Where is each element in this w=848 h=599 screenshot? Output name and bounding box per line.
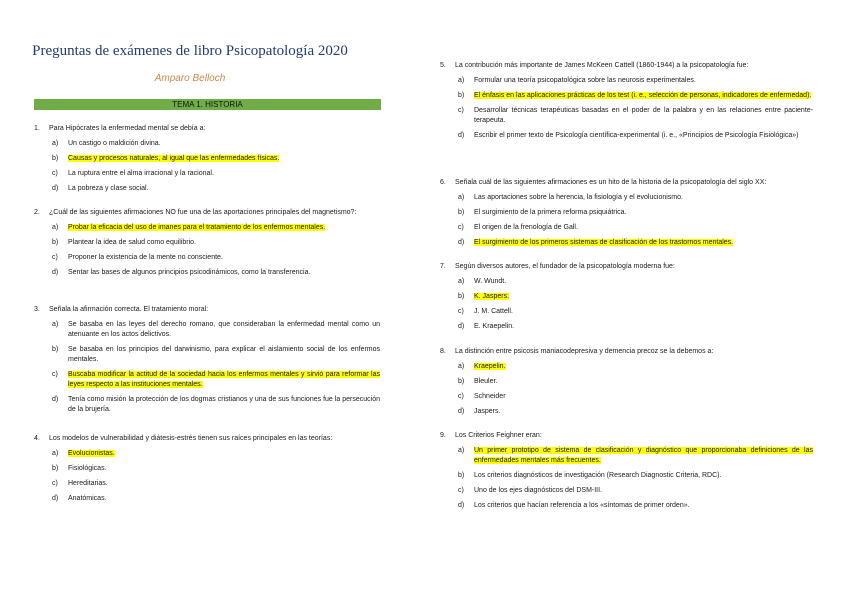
question-4 [34, 434, 380, 509]
question-number: 1. [34, 125, 40, 132]
option-text: Se basaba en los principios del darwinismo, para explicar el aislamiento social de los enfermos mentales. [68, 346, 380, 363]
option-letter: a) [52, 140, 59, 147]
option-text: Proponer la existencia de la mente no consciente. [68, 254, 223, 261]
option-letter: b) [458, 209, 465, 216]
answer-option-correct [34, 370, 380, 390]
option-letter: c) [458, 308, 464, 315]
answer-option [440, 407, 813, 417]
option-letter: b) [52, 239, 59, 246]
question-7 [440, 262, 813, 337]
question-number: 9. [440, 432, 446, 439]
option-letter: c) [52, 254, 58, 261]
author-name: Amparo Belloch [154, 73, 226, 84]
answer-option [34, 494, 380, 504]
answer-option [34, 169, 380, 179]
option-text: Tenía como misión la protección de los dogmas cristianos y una de sus funciones fue la persecución de la brujería. [68, 396, 380, 413]
option-text-highlighted: El énfasis en las aplicaciones prácticas de los test (i. e., selección de personas, indicadores de enfermedad). [474, 92, 812, 99]
option-text: W. Wundt. [474, 278, 507, 285]
option-text: Escribir el primer texto de Psicología científica-experimental (i. e., «Principios de Psicología Fisiológica») [474, 132, 799, 139]
question-9 [440, 431, 813, 516]
option-letter: c) [458, 487, 464, 494]
answer-option [440, 377, 813, 387]
question-8 [440, 347, 813, 422]
answer-option [34, 464, 380, 474]
question-text: Señala la afirmación correcta. El tratamiento moral: [49, 306, 209, 313]
option-text: Los criterios que hacían referencia a los «síntomas de primer orden». [474, 502, 690, 509]
answer-option [440, 501, 813, 511]
question-text: Para Hipócrates la enfermedad mental se debía a: [49, 125, 206, 132]
answer-option [34, 253, 380, 263]
option-text: El origen de la frenología de Gall. [474, 224, 578, 231]
option-text: Desarrollar técnicas terapéuticas basadas en el poder de la palabra y en las relaciones entre paciente-terapeuta. [474, 107, 813, 124]
answer-option [440, 392, 813, 402]
option-letter: a) [52, 224, 59, 231]
question-number: 4. [34, 435, 40, 442]
option-text-highlighted: El surgimiento de los primeros sistemas de clasificación de los trastornos mentales. [474, 239, 734, 246]
question-text: La distinción entre psicosis maniacodepresiva y demencia precoz se la debemos a: [455, 348, 714, 355]
option-text-highlighted: Kraepelin. [474, 363, 506, 370]
option-text: Uno de los ejes diagnósticos del DSM-III. [474, 487, 603, 494]
answer-option [440, 277, 813, 287]
option-letter: a) [458, 77, 465, 84]
option-letter: d) [52, 396, 59, 403]
option-letter: a) [458, 363, 465, 370]
question-text: ¿Cuál de las siguientes afirmaciones NO fue una de las aportaciones principales del magnetismo?: [49, 209, 357, 216]
question-text: Señala cuál de las siguientes afirmaciones es un hito de la historia de la psicopatología del siglo XX: [455, 179, 767, 186]
answer-option-correct [440, 446, 813, 466]
question-6 [440, 178, 813, 253]
option-text-highlighted: Probar la eficacia del uso de imanes para el tratamiento de los enfermos mentales. [68, 224, 326, 231]
option-text: Sentar las bases de algunos principios psicodinámicos, como la transferencia. [68, 269, 311, 276]
option-letter: d) [52, 185, 59, 192]
option-letter: a) [52, 450, 59, 457]
option-letter: c) [458, 393, 464, 400]
option-text-highlighted: K. Jaspers. [474, 293, 510, 300]
question-number: 6. [440, 179, 446, 186]
answer-option [34, 238, 380, 248]
option-letter: a) [458, 194, 465, 201]
question-2 [34, 208, 380, 283]
answer-option-correct [440, 91, 813, 101]
answer-option [440, 471, 813, 481]
option-text: La pobreza y clase social. [68, 185, 149, 192]
question-text: La contribución más importante de James McKeen Cattell (1860-1944) a la psicopatología fue: [455, 62, 749, 69]
option-letter: a) [458, 447, 465, 454]
answer-option [440, 208, 813, 218]
option-text: El surgimiento de la primera reforma psiquiátrica. [474, 209, 627, 216]
option-text: Los criterios diagnósticos de investigación (Research Diagnostic Criteria, RDC). [474, 472, 722, 479]
option-text: Jaspers. [474, 408, 501, 415]
option-letter: d) [458, 323, 465, 330]
option-letter: c) [458, 224, 464, 231]
option-letter: b) [52, 465, 59, 472]
answer-option [34, 395, 380, 415]
option-letter: c) [458, 107, 464, 114]
question-number: 5. [440, 62, 446, 69]
option-letter: a) [52, 321, 59, 328]
question-number: 2. [34, 209, 40, 216]
answer-option [34, 184, 380, 194]
question-3 [34, 305, 380, 420]
answer-option-correct [34, 449, 380, 459]
question-text: Los modelos de vulnerabilidad y diátesis-estrés tienen sus raíces principales en las teorías: [49, 435, 333, 442]
question-number: 7. [440, 263, 446, 270]
option-letter: c) [52, 371, 58, 378]
answer-option-correct [34, 223, 380, 233]
answer-option-correct [34, 154, 380, 164]
option-letter: b) [458, 92, 465, 99]
option-letter: d) [52, 495, 59, 502]
option-text-highlighted: Buscaba modificar la actitud de la sociedad hacia los enfermos mentales y sirvió para reformar las leyes respecto a las instituciones mentales. [68, 371, 380, 388]
option-letter: b) [458, 293, 465, 300]
option-letter: d) [52, 269, 59, 276]
option-text-highlighted: Evolucionistas. [68, 450, 115, 457]
question-5 [440, 61, 813, 146]
answer-option [440, 307, 813, 317]
question-text: Los Criterios Feighner eran: [455, 432, 542, 439]
option-text: Plantear la idea de salud como equilibrio. [68, 239, 197, 246]
answer-option [34, 139, 380, 149]
option-letter: d) [458, 502, 465, 509]
option-text: Las aportaciones sobre la herencia, la fisiología y el evolucionismo. [474, 194, 683, 201]
answer-option [440, 486, 813, 496]
answer-option-correct [440, 362, 813, 372]
option-text-highlighted: Un primer prototipo de sistema de clasificación y diagnóstico que proporcionaba definiciones de las enfermedades mentales más frecuentes. [474, 447, 813, 464]
option-text: Fisiológicas. [68, 465, 107, 472]
option-letter: b) [458, 378, 465, 385]
question-1 [34, 124, 380, 199]
option-text: Anatómicas. [68, 495, 107, 502]
question-number: 8. [440, 348, 446, 355]
option-text: Hereditarias. [68, 480, 108, 487]
answer-option [34, 479, 380, 489]
option-text: Un castigo o maldición divina. [68, 140, 161, 147]
answer-option [440, 223, 813, 233]
option-text: J. M. Cattell. [474, 308, 513, 315]
answer-option-correct [440, 238, 813, 248]
answer-option [440, 193, 813, 203]
document-title: Preguntas de exámenes de libro Psicopatología 2020 [32, 43, 348, 59]
option-text: E. Kraepelin. [474, 323, 515, 330]
option-text: La ruptura entre el alma irracional y la racional. [68, 170, 214, 177]
answer-option-correct [440, 292, 813, 302]
answer-option [440, 131, 813, 141]
answer-option [34, 320, 380, 340]
option-letter: d) [458, 408, 465, 415]
option-text-highlighted: Causas y procesos naturales, al igual que las enfermedades físicas. [68, 155, 280, 162]
option-letter: a) [458, 278, 465, 285]
answer-option [440, 106, 813, 126]
option-letter: b) [52, 346, 59, 353]
option-text: Schneider [474, 393, 506, 400]
option-letter: b) [458, 472, 465, 479]
option-text: Se basaba en las leyes del derecho romano, que consideraban la enfermedad mental como un atenuante en los actos delictivos. [68, 321, 380, 338]
option-letter: c) [52, 170, 58, 177]
answer-option [440, 322, 813, 332]
option-letter: d) [458, 239, 465, 246]
answer-option [440, 76, 813, 86]
answer-option [34, 345, 380, 365]
question-text: Según diversos autores, el fundador de la psicopatología moderna fue: [455, 263, 675, 270]
option-text: Bleuler. [474, 378, 498, 385]
option-letter: c) [52, 480, 58, 487]
option-letter: d) [458, 132, 465, 139]
option-letter: b) [52, 155, 59, 162]
question-number: 3. [34, 306, 40, 313]
section-header: TEMA 1. HISTORIA [34, 99, 381, 110]
option-text: Formular una teoría psicopatológica sobre las neurosis experimentales. [474, 77, 696, 84]
answer-option [34, 268, 380, 278]
